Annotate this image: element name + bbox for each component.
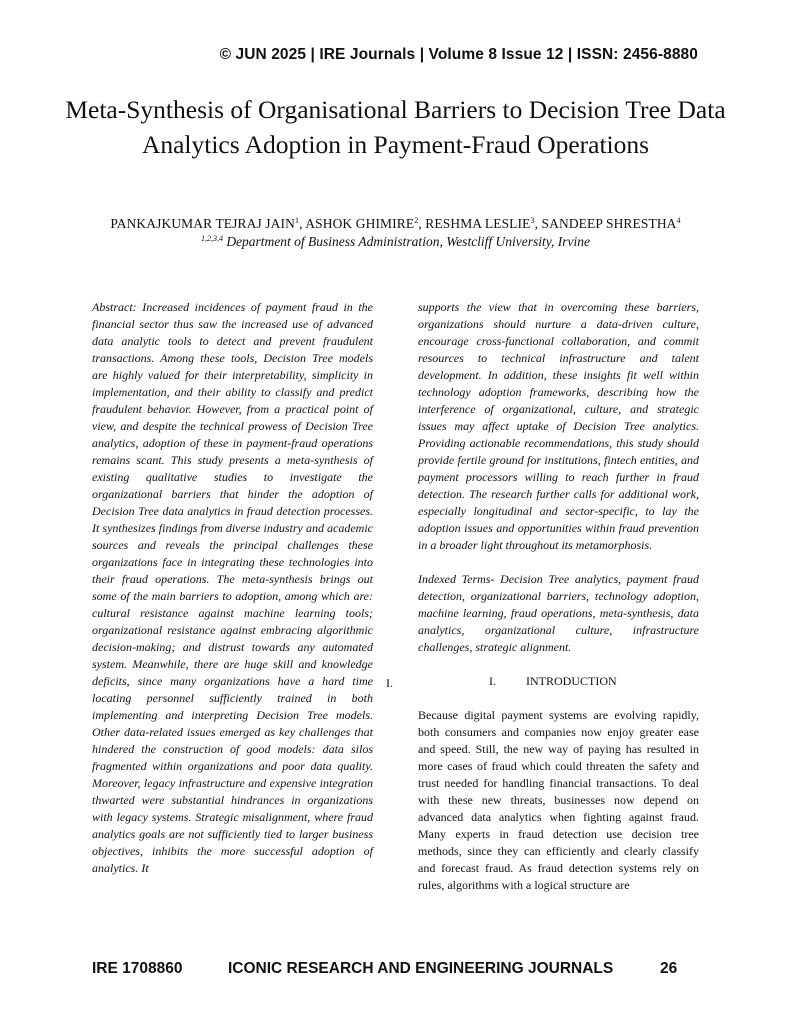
- author-affiliation-mark: 2: [414, 216, 419, 225]
- affiliation-mark: 1,2,3,4: [200, 234, 223, 243]
- spacer: [418, 554, 699, 571]
- author-name: PANKAJKUMAR TEJRAJ JAIN: [110, 216, 295, 231]
- author-separator: ,: [534, 216, 542, 231]
- introduction-text: Because digital payment systems are evolving rapidly, both consumers and companies now enjoy greater ease and speed. Still, the new way of paying has resulted in more cases of fraud which could threaten the safety and trust needed for handling financial transactions. To deal with these new threats, businesses now depend on advanced data analytics when fighting against fraud. Many experts in fraud detection use decision tree methods, since they can efficiently and clearly classify and forecast fraud. As fraud detection systems rely on rules, algorithms with a logical structure are: [418, 708, 699, 892]
- author-affiliation-mark: 1: [294, 216, 300, 225]
- index-terms: Indexed Terms- Decision Tree analytics, payment fraud detection, organizational barriers, technology adoption, machine learning, fraud operations, meta-synthesis, data analytics, organizational culture, infrastructure challenges, strategic alignment.: [418, 572, 699, 654]
- author-name: SANDEEP SHRESTHA: [541, 216, 677, 231]
- author-affiliation-mark: 3: [530, 216, 535, 225]
- right-column: [418, 299, 699, 894]
- abstract-text-continued: supports the view that in overcoming these barriers, organizations should nurture a data-driven culture, encourage cross-functional collaboration, and commit resources to technical infrastructure and talent development. In addition, these insights fit well within technology adoption frameworks, describing how the interference of organizational, culture, and strategic issues may affect uptake of Decision Tree analytics. Providing actionable recommendations, this study should provide fertile ground for institutions, fintech entities, and payment processors willing to reach further in fraud detection. The research further calls for additional work, especially longitudinal and sector-specific, to lay the adoption issues and opportunities within fraud prevention in a broader light throughout its metamorphosis.: [418, 300, 699, 552]
- footer-page-number: 26: [660, 960, 678, 977]
- spacer: [418, 690, 699, 707]
- footer-paper-id: IRE 1708860: [92, 960, 183, 977]
- author-list: [0, 216, 791, 232]
- section-number: I.: [489, 674, 496, 688]
- author-name: RESHMA LESLIE: [425, 216, 531, 231]
- affiliation-line: [0, 234, 791, 250]
- journal-header: © JUN 2025 | IRE Journals | Volume 8 Issue 12 | ISSN: 2456-8880: [219, 46, 698, 63]
- author-separator: ,: [418, 216, 426, 231]
- left-column: [92, 299, 373, 877]
- author-name: ASHOK GHIMIRE: [305, 216, 415, 231]
- margin-section-mark: I.: [386, 676, 393, 690]
- spacer: [418, 656, 699, 673]
- abstract-text: Abstract: Increased incidences of payment fraud in the financial sector thus saw the increased use of advanced data analytic tools to detect and prevent fraudulent transactions. Among these tools, Decision Tree models are highly valued for their interpretability, simplicity in implementation, and their ability to classify and predict fraudulent behavior. However, from a practical point of view, and despite the technical prowess of Decision Tree analytics, adoption of these in payment-fraud operations remains scant. This study presents a meta-synthesis of existing qualitative studies to investigate the organizational barriers that hinder the adoption of Decision Tree data analytics in fraud detection processes. It synthesizes findings from diverse industry and academic sources and reveals the principal challenges these organizations face in integrating these technologies into their fraud operations. The meta-synthesis brings out some of the main barriers to adoption, among which are: cultural resistance against machine learning tools; organizational resistance against embracing algorithmic decision-making; and distrust towards any automated system. Meanwhile, there are huge skill and knowledge deficits, since many organizations have a hard time locating personnel sufficiently trained in both implementing and interpreting Decision Tree models. Other data-related issues emerged as key challenges that hindered the construction of good models: data silos fragmented within organizations and poor data quality. Moreover, legacy infrastructure and expensive integration thwarted were substantial hindrances in organizations with legacy systems. Strategic misalignment, where fraud analytics goals are not sufficiently tied to larger business objectives, inhibits the more successful adoption of analytics. It: [92, 300, 373, 875]
- paper-title: Meta-Synthesis of Organisational Barriers to Decision Tree Data Analytics Adoption in Payment-Fraud Operations: [65, 95, 726, 159]
- affiliation-text: Department of Business Administration, Westcliff University, Irvine: [222, 234, 591, 249]
- author-separator: ,: [299, 216, 306, 231]
- section-title: INTRODUCTION: [526, 674, 617, 688]
- author-affiliation-mark: 4: [676, 216, 681, 225]
- section-heading: [418, 673, 699, 690]
- footer-journal-name: ICONIC RESEARCH AND ENGINEERING JOURNALS: [228, 960, 614, 977]
